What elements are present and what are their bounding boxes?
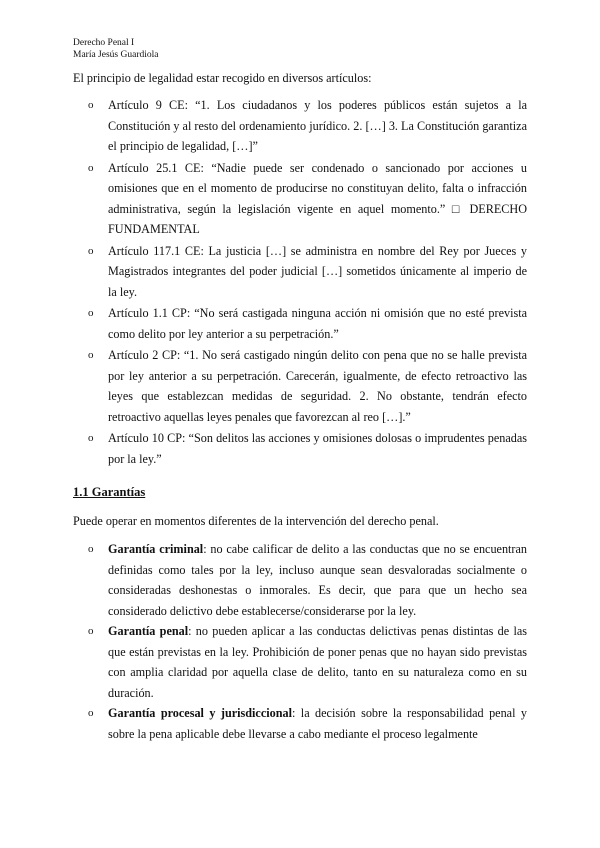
list-item — [0, 703, 600, 744]
guarantee-term: Garantía procesal y jurisdiccional — [108, 706, 292, 720]
article-text: Artículo 1.1 CP: “No será castigada ninguna acción ni omisión que no esté prevista como delito por ley anterior a su perpetración.” — [108, 306, 527, 341]
bullet-icon: o — [88, 307, 94, 319]
article-text: Artículo 9 CE: “1. Los ciudadanos y los poderes públicos están sujetos a la Constitución y al resto del ordenamiento jurídico. 2. […] 3. La Constitución garantiza el principio de legalidad, […]” — [108, 98, 527, 153]
list-item — [0, 345, 600, 427]
list-item — [0, 95, 600, 157]
guarantee-text — [108, 539, 527, 621]
bullet-icon: o — [88, 543, 94, 555]
article-text: Artículo 10 CP: “Son delitos las acciones y omisiones dolosas o imprudentes penadas por la ley.” — [108, 431, 527, 466]
section-intro: Puede operar en momentos diferentes de la intervención del derecho penal. — [73, 514, 439, 528]
guarantee-term: Garantía criminal — [108, 542, 204, 556]
course-name: Derecho Penal I — [73, 38, 135, 48]
list-item — [0, 621, 600, 703]
article-text: Artículo 117.1 CE: La justicia […] se administra en nombre del Rey por Jueces y Magistrados integrantes del poder judicial […] sometidos únicamente al imperio de la ley. — [108, 243, 527, 299]
list-item — [0, 539, 600, 621]
list-item — [0, 241, 600, 303]
guarantee-description: : no cabe calificar de delito a las conductas que no se encuentran definidas como tales por la ley, incluso aunque sean desvaloradas socialmente o consideradas deshonestas o inmorales. Es decir, que para que un hecho sea considerado delictivo debe establecerse/considerarse por la ley. — [108, 542, 527, 618]
bullet-icon: o — [88, 161, 94, 174]
guarantee-description: : no pueden aplicar a las conductas delictivas penas distintas de las que están previstas en la ley. Prohibición de poner penas que no hayan sido previstas con amplia claridad por aquella clase de delito, tanto en su naturaleza como en su duración. — [108, 624, 527, 700]
list-item — [0, 303, 600, 344]
bullet-icon: o — [88, 625, 94, 637]
guarantee-text — [108, 703, 527, 744]
guarantees-list — [0, 539, 600, 744]
section-heading: 1.1 Garantías — [73, 485, 146, 499]
articles-list — [0, 95, 600, 470]
bullet-icon: o — [88, 432, 94, 444]
guarantee-description: : la decisión sobre la responsabilidad penal y sobre la pena aplicable debe llevarse a cabo mediante el proceso legalmente — [108, 706, 527, 741]
article-text: Artículo 2 CP: “1. No será castigado ningún delito con pena que no se halle prevista por ley anterior a su perpetración. Carecerán, igualmente, de efecto retroactivo las leyes que establezcan medidas de seguridad. 2. No obstante, tendrán efecto retroactivo aquellas leyes penales que favorezcan al reo […].” — [108, 348, 527, 424]
bullet-icon: o — [88, 244, 94, 257]
article-text: Artículo 25.1 CE: “Nadie puede ser condenado o sancionado por acciones u omisiones que en el momento de producirse no constituyan delito, falta o infracción administrativa, según la legislación vigente en aquel momento.” □ DERECHO FUNDAMENTAL — [108, 160, 527, 236]
list-item — [0, 428, 600, 469]
guarantee-term: Garantía penal — [108, 624, 189, 638]
author-name: María Jesús Guardiola — [73, 50, 159, 60]
bullet-icon: o — [88, 707, 94, 719]
bullet-icon: o — [88, 349, 94, 361]
page-header — [73, 37, 158, 61]
intro-paragraph: El principio de legalidad estar recogido en diversos artículos: — [73, 71, 372, 85]
guarantee-text — [108, 621, 527, 703]
list-item — [0, 158, 600, 240]
bullet-icon: o — [88, 99, 94, 111]
